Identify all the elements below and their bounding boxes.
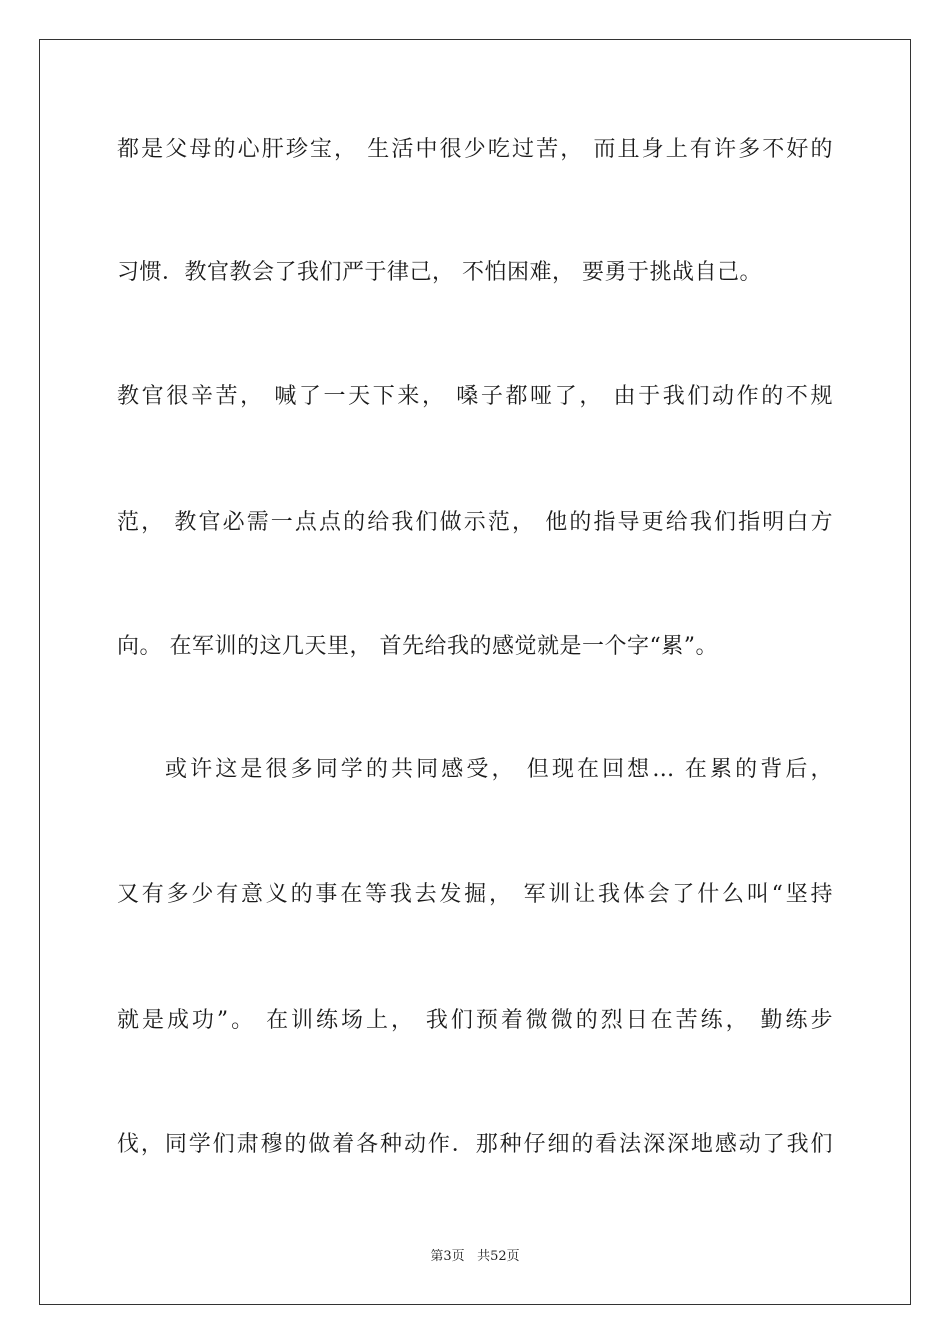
paragraph-first-line: 或许这是很多同学的共同感受， 但现在回想… 在累的背后， — [165, 757, 833, 782]
page-total: 共52页 — [477, 1249, 520, 1264]
text-line: 习惯．教官教会了我们严于律己， 不怕困难， 要勇于挑战自己。 — [117, 260, 762, 285]
text-line: 就是成功”。 在训练场上， 我们预着微微的烈日在苦练， 勤练步 — [117, 1008, 833, 1033]
text-line: 都是父母的心肝珍宝， 生活中很少吃过苦， 而且身上有许多不好的 — [117, 137, 833, 162]
text-line: 范， 教官必需一点点的给我们做示范， 他的指导更给我们指明白方 — [117, 510, 833, 535]
page-border — [39, 39, 911, 1305]
text-line: 向。 在军训的这几天里， 首先给我的感觉就是一个字“累”。 — [117, 634, 718, 659]
text-line: 伐，同学们肃穆的做着各种动作．那种仔细的看法深深地感动了我们 — [117, 1132, 833, 1157]
page-footer — [0, 1248, 950, 1266]
text-line: 教官很辛苦， 喊了一天下来， 嗓子都哑了， 由于我们动作的不规 — [117, 384, 833, 409]
page-number: 第3页 — [430, 1249, 465, 1264]
text-line: 又有多少有意义的事在等我去发掘， 军训让我体会了什么叫“坚持 — [117, 882, 833, 907]
